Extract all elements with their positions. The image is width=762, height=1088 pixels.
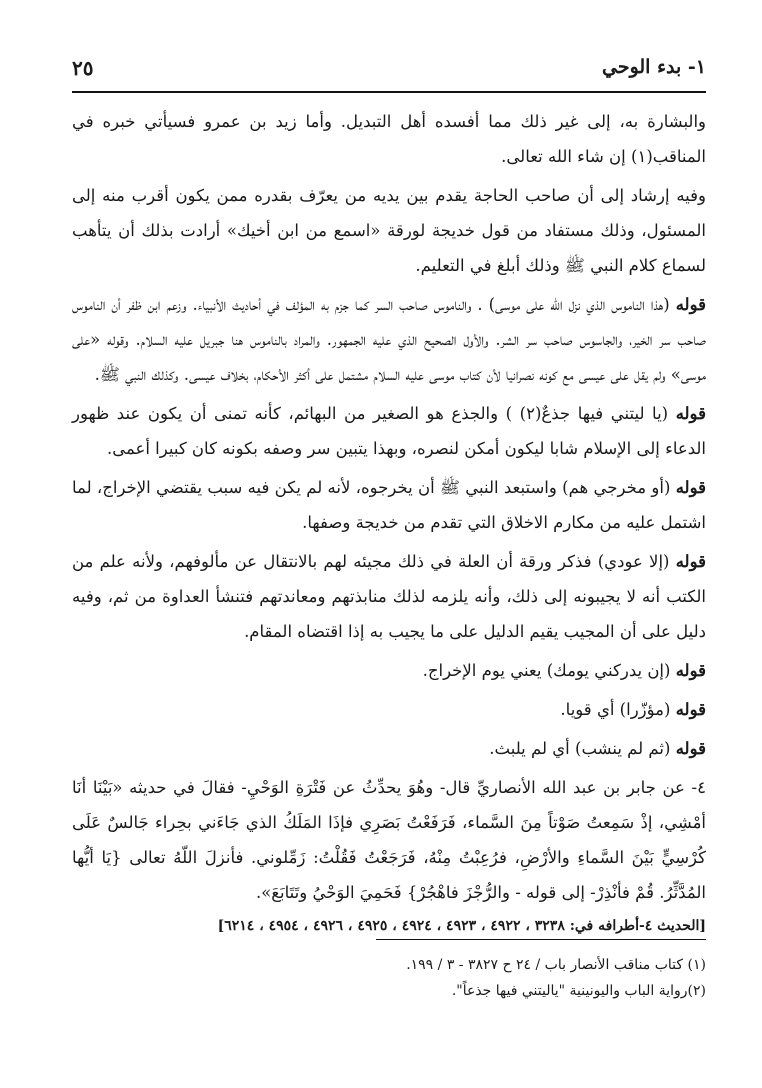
paragraph-text: (إلا عودي) فذكر ورقة أن العلة في ذلك مجيئه لهم بالانتقال عن مألوفهم، ولأنه علم من الكتب أنه لا يجيبونه إلى ذلك، وأنه يلزمه لذلك منابذتهم ومعاندتهم فتنشأ العداوة من ثم، وفيه دليل على أن المجيب يقيم الدليل على ما يجيب به إذا اقتضاه المقام.: [72, 552, 706, 641]
keyword-qawluhu: قوله: [675, 478, 706, 497]
paragraph-text: (إن يدركني يومك) يعني يوم الإخراج.: [422, 661, 676, 680]
keyword-qawluhu: قوله: [675, 404, 706, 423]
footnote-1: (١) كتاب مناقب الأنصار باب / ٢٤ ح ٣٨٢٧ - ٣ / ١٩٩.: [406, 957, 706, 973]
paragraph-4: [72, 396, 706, 466]
paragraph-text: (هذا الناموس الذي نزل الله على موسى) . والناموس صاحب السر كما جزم به المؤلف في أحاديث الأنبياء. وزعم ابن ظفر أن الناموس صاحب سر الخير، والجاسوس صاحب سر الشر. والأول الصحيح الذي عليه الجمهور. والمراد بالناموس هنا جبريل عليه السلام. وقوله «على موسى» ولم يقل على عيسى مع كونه نصرانيا لأن كتاب موسى عليه السلام مشتمل على أكثر الأحكام، بخلاف عيسى. وكذلك النبي ﷺ.: [72, 295, 706, 384]
paragraph-6: [72, 544, 706, 649]
paragraph-text: (يا ليتني فيها جذعٌ(٢) ) والجذع هو الصغير من البهائم، كأنه تمنى أن يكون عند ظهور الدعاء إلى الإسلام شابا ليكون أمكن لنصره، وبهذا يتبين سر وصفه بكونه كان كبيرا أعمى.: [72, 404, 706, 458]
page-number: ٢٥: [72, 56, 94, 80]
paragraph-text: (ثم لم ينشب) أي لم يلبث.: [489, 739, 676, 758]
hadith-references: [الحديث ٤-أطرافه في: ٣٢٣٨ ، ٤٩٢٢ ، ٤٩٢٣ ، ٤٩٢٤ ، ٤٩٢٥ ، ٤٩٢٦ ، ٤٩٥٤ ، ٦٢١٤]: [217, 918, 706, 934]
paragraph-1: [72, 104, 706, 174]
paragraph-text: والبشارة به، إلى غير ذلك مما أفسده أهل التبديل. وأما زيد بن عمرو فسيأتي خبره في المناقب(١) إن شاء الله تعالى.: [72, 112, 706, 166]
footnote-rule: [376, 939, 706, 940]
header-rule: [72, 91, 706, 93]
chapter-title: ١- بدء الوحي: [602, 56, 706, 78]
paragraph-text: (مؤزّرا) أي قويا.: [560, 700, 676, 719]
paragraph-3: [72, 287, 706, 392]
hadith-text: ٤- عن جابر بن عبد الله الأنصاريِّ قال- وهُوَ يحدِّثُ عن فَتْرَةِ الوَحْيِ- فقالَ في حديثه «بَيْنَا أنَا أمْشِي، إذْ سَمِعتُ صَوْتاً مِنَ السَّماء، فَرَفَعْتُ بَصَرِي فإذَا المَلَكُ الذي جَاءَني بحِراء جَالسٌ عَلَى كُرْسِيٍّ بَيْنَ السَّماءِ والأرْضِ، فرُعِبْتُ مِنْهُ، فَرَجَعْتُ فَقُلْتُ: زَمِّلوني. فأنزلَ اللّهُ تعالى {يَا أيُّها المُدَّثِّرُ. قُمْ فأنْذِرْ- إلى قوله - والرُّجْزَ فاهْجُرْ} فَحَمِيَ الوَحْيُ وتَتَابَعَ».: [72, 778, 706, 902]
keyword-qawluhu: قوله: [675, 295, 706, 314]
running-head: [72, 56, 706, 92]
keyword-qawluhu: قوله: [675, 739, 706, 758]
keyword-qawluhu: قوله: [675, 661, 706, 680]
paragraph-2: [72, 178, 706, 283]
keyword-qawluhu: قوله: [675, 700, 706, 719]
footnotes: [72, 952, 706, 1004]
paragraph-5: [72, 470, 706, 540]
keyword-qawluhu: قوله: [675, 552, 706, 571]
paragraph-8: [72, 692, 706, 727]
paragraph-7: [72, 653, 706, 688]
footnote-2: (٢)رواية الباب واليونينية "ياليتني فيها جذعاً".: [451, 983, 706, 999]
paragraph-text: (أو مخرجي هم) واستبعد النبي ﷺ أن يخرجوه، لأنه لم يكن فيه سبب يقتضي الإخراج، لما اشتمل عليه من مكارم الاخلاق التي تقدم من خديجة وصفها.: [72, 478, 706, 532]
paragraph-text: وفيه إرشاد إلى أن صاحب الحاجة يقدم بين يديه من يعرّف بقدره ممن يكون أقرب منه إلى المسئول، وذلك مستفاد من قول خديجة لورقة «اسمع من ابن أخيك» أرادت بذلك أن يتأهب لسماع كلام النبي ﷺ وذلك أبلغ في التعليم.: [72, 186, 706, 275]
paragraph-9: [72, 731, 706, 766]
body-text: [72, 104, 706, 938]
